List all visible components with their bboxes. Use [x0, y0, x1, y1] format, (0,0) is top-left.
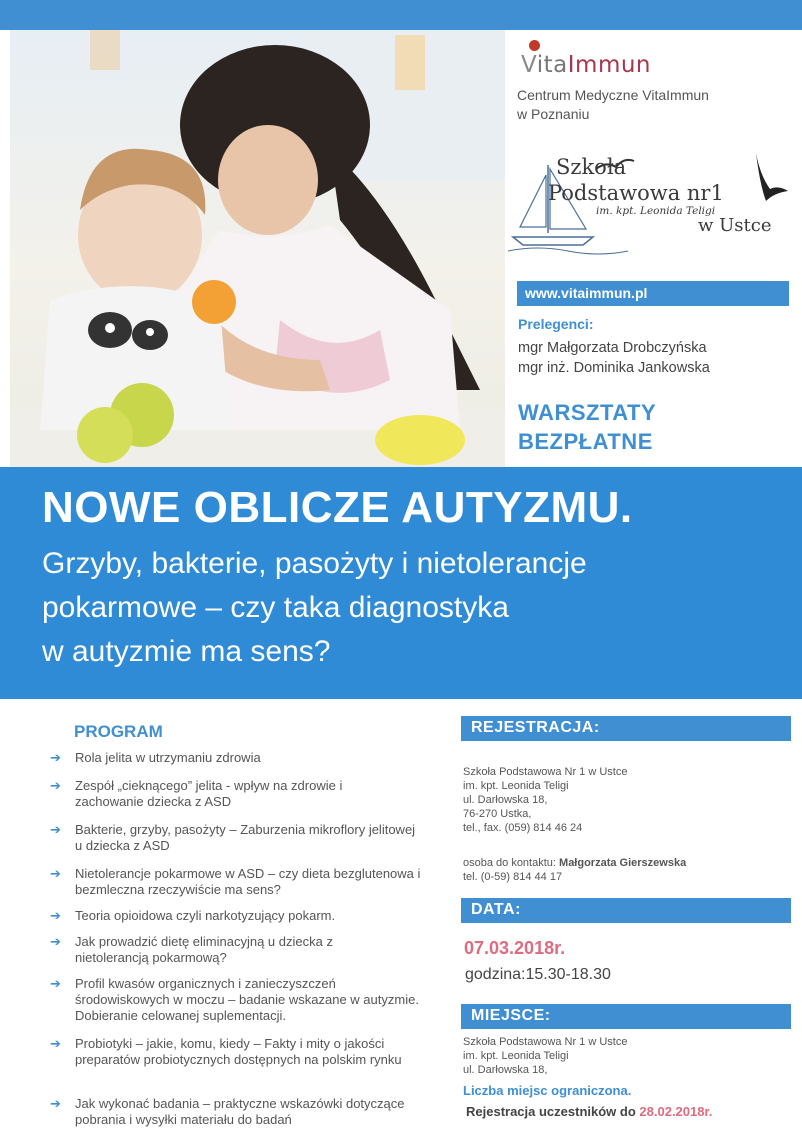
main-headline: NOWE OBLICZE AUTYZMU. — [42, 483, 633, 532]
speaker-1: mgr Małgorzata Drobczyńska — [518, 340, 707, 356]
vitaimmun-block — [517, 40, 787, 124]
arrow-right-icon: ➔ — [50, 908, 61, 923]
arrow-right-icon: ➔ — [50, 866, 61, 881]
school-name-line3: im. kpt. Leonida Teligi — [596, 205, 716, 217]
vitaimmun-logo: VitaImmun — [521, 52, 651, 78]
arrow-right-icon: ➔ — [50, 778, 61, 793]
place-address: Szkoła Podstawowa Nr 1 w Ustce im. kpt. Leonida Teligi ul. Darłowska 18, — [463, 1036, 628, 1076]
school-name-line2: Podstawowa nr1 — [548, 181, 724, 205]
top-blue-bar — [0, 0, 802, 30]
hero-photo — [10, 30, 505, 467]
subheadline-line-1: Grzyby, bakterie, pasożyty i nietolerancje — [42, 547, 587, 580]
subheadline-line-2: pokarmowe – czy taka diagnostyka — [42, 591, 509, 624]
arrow-right-icon: ➔ — [50, 750, 61, 765]
speaker-2: mgr inż. Dominika Jankowska — [518, 360, 710, 376]
arrow-right-icon: ➔ — [50, 1036, 61, 1051]
registration-header: REJESTRACJA: — [461, 716, 791, 741]
headline-band — [0, 467, 802, 699]
limited-seats-note: Liczba miejsc ograniczona. — [463, 1083, 632, 1098]
center-name: Centrum Medyczne VitaImmun w Poznaniu — [517, 87, 709, 122]
contact-person: osoba do kontaktu: Małgorzata Gierszewska tel. (0-59) 814 44 17 — [463, 857, 687, 883]
arrow-right-icon: ➔ — [50, 1096, 61, 1111]
place-header: MIEJSCE: — [461, 1004, 791, 1029]
free-workshop-label: WARSZTATY BEZPŁATNE — [518, 400, 657, 454]
school-logo — [508, 145, 800, 263]
school-name-line1: Szkoła — [556, 155, 627, 179]
date-header: DATA: — [461, 898, 791, 923]
speakers-label: Prelegenci: — [518, 316, 594, 332]
program-title: PROGRAM — [74, 722, 163, 741]
registration-address: Szkoła Podstawowa Nr 1 w Ustce im. kpt. Leonida Teligi ul. Darłowska 18, 76-270 Ustka, tel., fax. (059) 814 46 24 — [463, 766, 628, 834]
event-time: godzina:15.30-18.30 — [465, 966, 611, 983]
subheadline-line-3: w autyzmie ma sens? — [42, 635, 331, 668]
vitaimmun-logo-dot-icon — [529, 40, 540, 51]
arrow-right-icon: ➔ — [50, 822, 61, 837]
registration-deadline: Rejestracja uczestników do 28.02.2018r. — [466, 1104, 713, 1119]
website-url[interactable]: www.vitaimmun.pl — [517, 281, 789, 306]
school-name-line4: w Ustce — [698, 215, 772, 236]
event-date: 07.03.2018r. — [464, 938, 566, 958]
arrow-right-icon: ➔ — [50, 976, 61, 991]
arrow-right-icon: ➔ — [50, 934, 61, 949]
